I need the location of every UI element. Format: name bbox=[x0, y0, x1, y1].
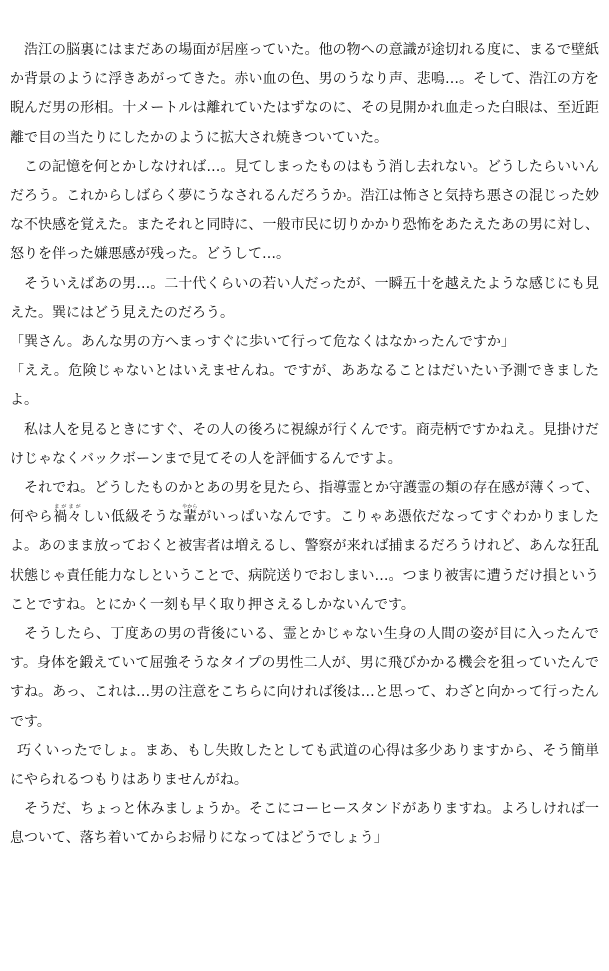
paragraph-9: 巧くいったでしょ。まあ、もし失敗したとしても武道の心得は多少ありますから、そう簡単にやられるつもりはありませんがね。 bbox=[10, 742, 599, 789]
paragraph-1: 浩江の脳裏にはまだあの場面が居座っていた。他の物への意識が途切れる度に、まるで壁紙か背景のように浮きあがってきた。赤い血の色、男のうなり声、悲鳴…。そして、浩江の方を睨んだ男の形相。十メートルは離れていたはずなのに、その見開かれ血走った白眼は、至近距離で目の当たりにしたかのように拡大され焼きついていた。 bbox=[10, 42, 599, 146]
ruby-magamaga-reading: まがまが bbox=[53, 504, 82, 511]
paragraph-8: そうしたら、丁度あの男の背後にいる、霊とかじゃない生身の人間の姿が目に入ったんです。身体を鍛えていて屈強そうなタイプの男性二人が、男に飛びかかる機会を狙っていたんですね。あっ、これは…男の注意をこちらに向ければ後は…と思って、わざと向かって行ったんです。 bbox=[10, 626, 599, 730]
paragraph-7-after: がいっぱいなんです。こりゃあ憑依だなってすぐわかりましたよ。あのまま放っておくと被害者は増えるし、警察が来れば捕まるだろうけれど、あんな狂乱状態じゃ責任能力なしということで、病院送りでおしまい…。つまり被害に遭うだけ損ということですね。とにかく一刻も早く取り押さえるしかないんです。 bbox=[10, 509, 600, 613]
paragraph-2: この記憶を何とかしなければ…。見てしまったものはもう消し去れない。どうしたらいいんだろう。これからしばらく夢にうなされるんだろうか。浩江は怖さと気持ち悪さの混じった妙な不快感を覚えた。またそれと同時に、一般市民に切りかかり恐怖をあたえたあの男に対し、怒りを伴った嫌悪感が残った。どうして…。 bbox=[10, 158, 599, 263]
ruby-yakara-reading: やから bbox=[182, 504, 198, 511]
ruby-yakara-base: 輩 bbox=[182, 509, 198, 526]
ruby-yakara bbox=[182, 504, 198, 526]
paragraph-10: そうだ、ちょっと休みましょうか。そこにコーヒースタンドがありますね。よろしければ一息ついて、落ち着いてからお帰りになってはどうでしょう」 bbox=[10, 801, 599, 847]
ruby-magamaga bbox=[53, 504, 83, 526]
paragraph-7-with-ruby bbox=[10, 474, 599, 620]
ruby-magamaga-base: 禍々 bbox=[53, 509, 83, 526]
paragraph-3: そういえばあの男…。二十代くらいの若い人だったが、一瞬五十を越えたような感じにも見えた。巽にはどう見えたのだろう。 bbox=[10, 275, 599, 321]
dialogue-question: 「巽さん。あんな男の方へまっすぐに歩いて行って危なくはなかったんですか」 bbox=[10, 334, 515, 351]
paragraph-7-middle: しい低級そうな bbox=[82, 509, 183, 526]
paragraph-7-before: それでね。どうしたものかとあの男を見たら、指導霊とか守護霊の類の存在感が薄くって、何やら bbox=[10, 480, 599, 526]
dialogue-answer-start: 「ええ。危険じゃないとはいえませんね。ですが、ああなることはだいたい予測できましたよ。 bbox=[10, 363, 599, 409]
paragraph-6: 私は人を見るときにすぐ、その人の後ろに視線が行くんです。商売柄ですかねえ。見掛けだけじゃなくバックボーンまで見てその人を評価するんですよ。 bbox=[10, 421, 599, 467]
